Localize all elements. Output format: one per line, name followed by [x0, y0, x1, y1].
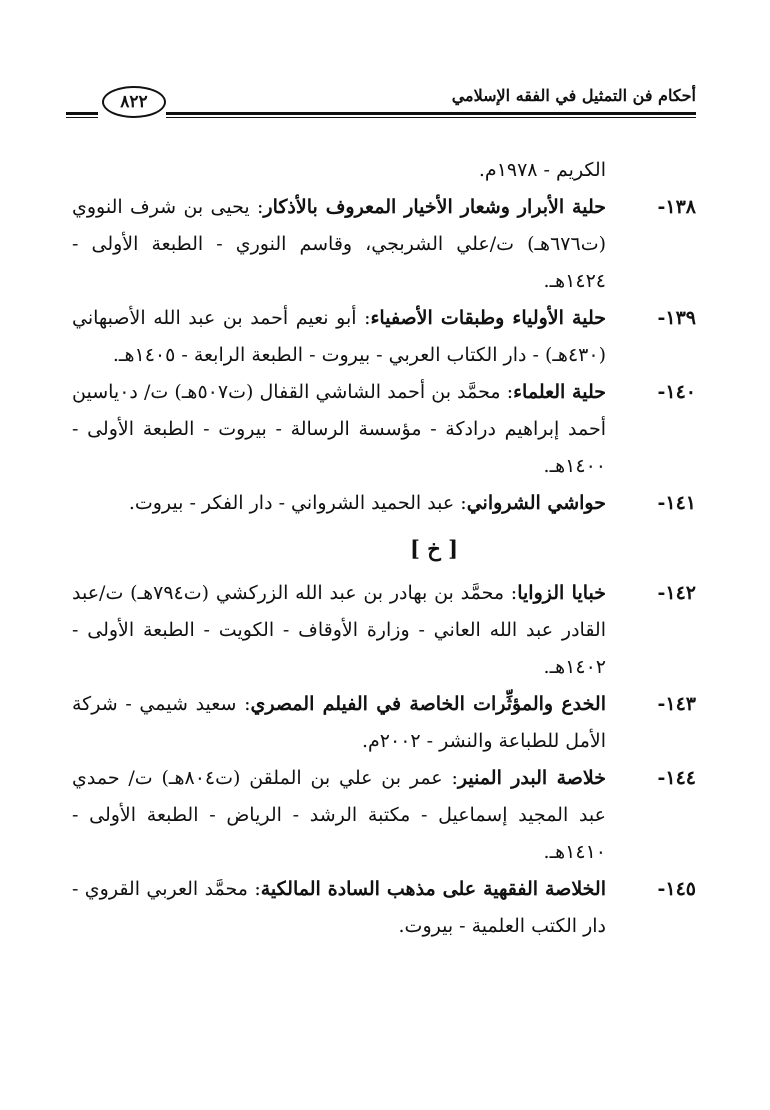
- bibliography-entry: [72, 300, 696, 374]
- entry-title: خبايا الزوايا: [517, 582, 607, 604]
- bibliography-entry: [72, 189, 696, 300]
- entry-details: : محمَّد بن أحمد الشاشي القفال (ت٥٠٧هـ) ت/ د٠ياسين أحمد إبراهيم درادكة - مؤسسة الرسالة - بيروت - الطبعة الأولى - ١٤٠٠هـ.: [72, 381, 606, 477]
- bibliography-list: [72, 152, 696, 945]
- entry-number: ١٤٢-: [657, 582, 696, 604]
- entry-details: : محمَّد بن بهادر بن عبد الله الزركشي (ت٧٩٤هـ) ت/عبد القادر عبد الله العاني - وزارة الأوقاف - الكويت - الطبعة الأولى - ١٤٠٢هـ.: [72, 582, 606, 678]
- section-letter-marker: [ خ ]: [409, 536, 459, 561]
- entries-group-kha: [72, 575, 696, 945]
- entry-title: خلاصة البدر المنير: [457, 767, 606, 789]
- entry-details: : أبو نعيم أحمد بن عبد الله الأصبهاني (٤٣٠هـ) - دار الكتاب العربي - بيروت - الطبعة الرابعة - ١٤٠٥هـ.: [72, 307, 606, 366]
- entry-body: [72, 485, 606, 522]
- entry-title: الخلاصة الفقهية على مذهب السادة المالكية: [260, 878, 606, 900]
- entry-body: [72, 686, 606, 760]
- entry-title: حلية الأبرار وشعار الأخيار المعروف بالأذكار: [263, 196, 607, 218]
- bibliography-entry: [72, 575, 696, 686]
- page-number: ٨٢٢: [102, 86, 166, 118]
- entry-body: [72, 300, 606, 374]
- entry-number: ١٤٠-: [657, 381, 696, 403]
- entry-details: : عمر بن علي بن الملقن (ت٨٠٤هـ) ت/ حمدي عبد المجيد إسماعيل - مكتبة الرشد - الرياض - الطبعة الأولى - ١٤١٠هـ.: [72, 767, 606, 863]
- entry-body: [72, 189, 606, 300]
- entries-group-ha: [72, 189, 696, 522]
- continuation-line: الكريم - ١٩٧٨م.: [478, 159, 606, 181]
- entry-body: [72, 374, 606, 485]
- bibliography-entry: [72, 871, 696, 945]
- entry-body: [72, 575, 606, 686]
- page-header: [66, 84, 696, 128]
- header-rule: [166, 112, 696, 118]
- entry-title: حلية العلماء: [513, 381, 606, 403]
- entry-number: ١٣٨-: [657, 196, 696, 218]
- entry-details: : سعيد شيمي - شركة الأمل للطباعة والنشر - ٢٠٠٢م.: [72, 693, 606, 752]
- running-title: أحكام فن التمثيل في الفقه الإسلامي: [451, 86, 696, 105]
- entry-body: [72, 760, 606, 871]
- entry-title: حواشي الشرواني: [466, 492, 606, 514]
- entry-number: ١٣٩-: [657, 307, 696, 329]
- bibliography-entry: [72, 760, 696, 871]
- entry-number: ١٤٣-: [657, 693, 696, 715]
- header-rule-short: [66, 112, 98, 118]
- bibliography-entry: [72, 686, 696, 760]
- entry-details: : عبد الحميد الشرواني - دار الفكر - بيروت.: [128, 492, 467, 514]
- entry-title: حلية الأولياء وطبقات الأصفياء: [370, 307, 606, 329]
- entry-number: ١٤٤-: [657, 767, 696, 789]
- entry-details: : يحيى بن شرف النووي (ت٦٧٦هـ) ت/علي الشربجي، وقاسم النوري - الطبعة الأولى - ١٤٢٤هـ.: [72, 196, 606, 292]
- entry-number: ١٤١-: [657, 492, 696, 514]
- entry-body: [72, 871, 606, 945]
- bibliography-entry: [72, 485, 696, 522]
- entry-details: : محمَّد العربي القروي - دار الكتب العلمية - بيروت.: [72, 878, 606, 937]
- entry-number: ١٤٥-: [657, 878, 696, 900]
- entry-title: الخدع والمؤثِّرات الخاصة في الفيلم المصري: [250, 693, 606, 715]
- bibliography-entry: [72, 374, 696, 485]
